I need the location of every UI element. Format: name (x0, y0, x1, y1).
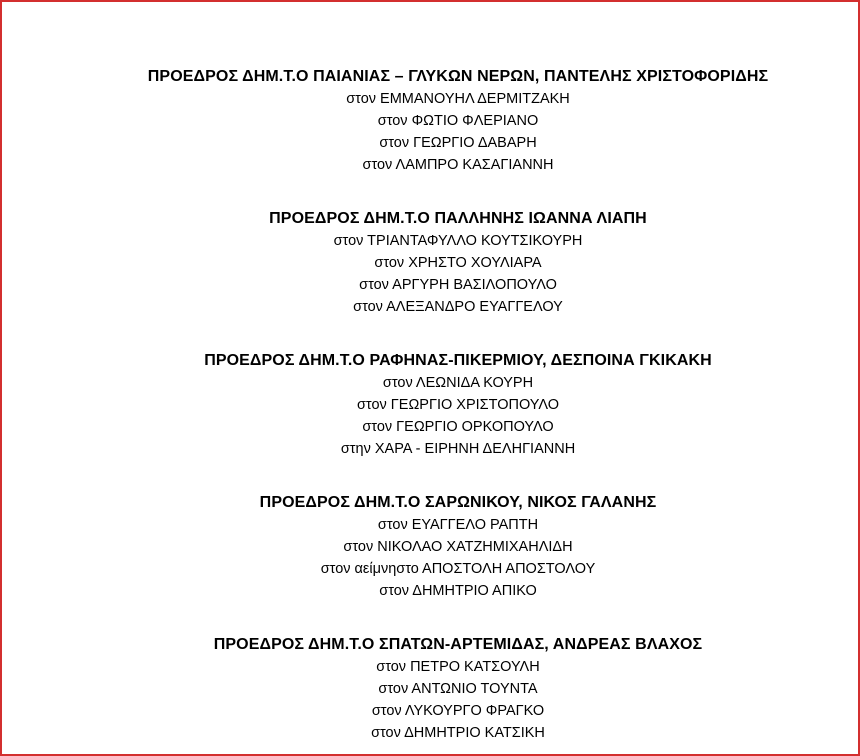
list-item: στον ΛΥΚΟΥΡΓΟ ΦΡΑΓΚΟ (371, 703, 545, 719)
document-content (2, 66, 860, 752)
list-item: στον ΓΕΩΡΓΙΟ ΔΑΒΑΡΗ (379, 135, 537, 151)
list-item: στον ΛΑΜΠΡΟ ΚΑΣΑΓΙΑΝΝΗ (362, 157, 554, 173)
list-item: στον ΠΕΤΡΟ ΚΑΤΣΟΥΛΗ (376, 659, 540, 675)
list-item: στον ΤΡΙΑΝΤΑΦΥΛΛΟ ΚΟΥΤΣΙΚΟΥΡΗ (333, 233, 583, 249)
list-item: στον ΔΗΜΗΤΡΙΟ ΚΑΤΣΙΚΗ (371, 725, 545, 741)
section-pallini (2, 208, 860, 326)
list-item: στον ΓΕΩΡΓΙΟ ΧΡΙΣΤΟΠΟΥΛΟ (356, 397, 560, 413)
list-item: στον ΑΛΕΞΑΝΔΡΟ ΕΥΑΓΓΕΛΟΥ (353, 299, 563, 315)
list-item: στον ΕΥΑΓΓΕΛΟ ΡΑΠΤΗ (377, 517, 539, 533)
list-item: στον ΛΕΩΝΙΔΑ ΚΟΥΡΗ (382, 375, 534, 391)
list-item: στον ΑΝΤΩΝΙΟ ΤΟΥΝΤΑ (378, 681, 538, 697)
section-heading: ΠΡΟΕΔΡΟΣ ΔΗΜ.Τ.Ο ΠΑΛΛΗΝΗΣ ΙΩΑΝΝΑ ΛΙΑΠΗ (269, 210, 647, 227)
section-heading: ΠΡΟΕΔΡΟΣ ΔΗΜ.Τ.Ο ΡΑΦΗΝΑΣ-ΠΙΚΕΡΜΙΟΥ, ΔΕΣΠΟΙΝΑ ΓΚΙΚΑΚΗ (204, 352, 712, 369)
list-item: στην ΧΑΡΑ - ΕΙΡΗΝΗ ΔΕΛΗΓΙΑΝΝΗ (340, 441, 576, 457)
section-saronikos (2, 492, 860, 610)
section-heading: ΠΡΟΕΔΡΟΣ ΔΗΜ.Τ.Ο ΠΑΙΑΝΙΑΣ – ΓΛΥΚΩΝ ΝΕΡΩΝ, ΠΑΝΤΕΛΗΣ ΧΡΙΣΤΟΦΟΡΙΔΗΣ (147, 68, 769, 85)
section-rafina (2, 350, 860, 468)
list-item: στον ΝΙΚΟΛΑΟ ΧΑΤΖΗΜΙΧΑΗΛΙΔΗ (343, 539, 573, 555)
list-item: στον ΑΡΓΥΡΗ ΒΑΣΙΛΟΠΟΥΛΟ (359, 277, 557, 293)
section-spata (2, 634, 860, 752)
section-heading: ΠΡΟΕΔΡΟΣ ΔΗΜ.Τ.Ο ΣΠΑΤΩΝ-ΑΡΤΕΜΙΔΑΣ, ΑΝΔΡΕΑΣ ΒΛΑΧΟΣ (213, 636, 703, 653)
list-item: στον ΧΡΗΣΤΟ ΧΟΥΛΙΑΡΑ (374, 255, 542, 271)
list-item: στον ΔΗΜΗΤΡΙΟ ΑΠΙΚΟ (379, 583, 537, 599)
list-item: στον αείμνηστο ΑΠΟΣΤΟΛΗ ΑΠΟΣΤΟΛΟΥ (320, 561, 596, 577)
section-heading: ΠΡΟΕΔΡΟΣ ΔΗΜ.Τ.Ο ΣΑΡΩΝΙΚΟΥ, ΝΙΚΟΣ ΓΑΛΑΝΗΣ (259, 494, 657, 511)
list-item: στον ΓΕΩΡΓΙΟ ΟΡΚΟΠΟΥΛΟ (362, 419, 554, 435)
list-item: στον ΕΜΜΑΝΟΥΗΛ ΔΕΡΜΙΤΖΑΚΗ (346, 91, 570, 107)
list-item: στον ΦΩΤΙΟ ΦΛΕΡΙΑΝΟ (377, 113, 539, 129)
section-paiania (2, 66, 860, 184)
